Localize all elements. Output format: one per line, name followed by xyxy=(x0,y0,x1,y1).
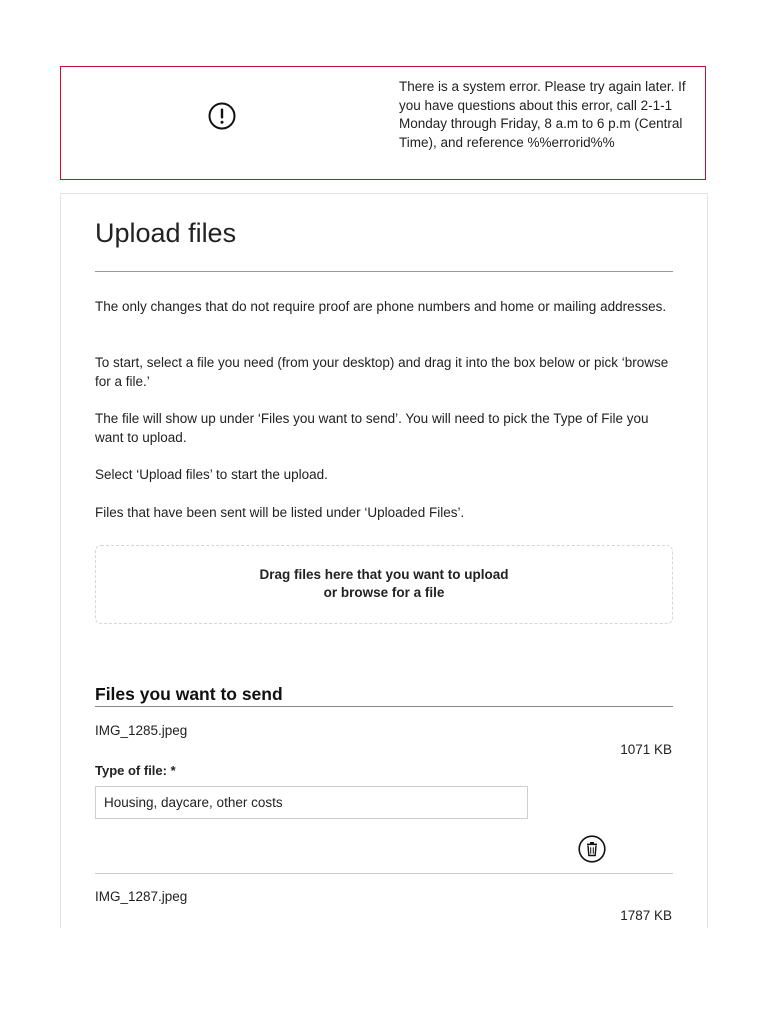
instruction-paragraph-2: To start, select a file you need (from your desktop) and drag it into the box below or pick ‘browse for a file.’ xyxy=(95,355,669,389)
instruction-paragraph-1: The only changes that do not require proof are phone numbers and home or mailing addresses. xyxy=(95,299,667,314)
instruction-paragraph-3: The file will show up under ‘Files you want to send’. You will need to pick the Type of File you want to upload. xyxy=(95,411,649,445)
browse-for-file-link[interactable]: or browse for a file xyxy=(323,585,445,600)
error-banner xyxy=(60,66,706,180)
file-name: IMG_1287.jpeg xyxy=(95,889,188,904)
file-size: 1071 KB xyxy=(620,742,672,757)
file-size: 1787 KB xyxy=(620,908,672,923)
exclamation-circle-icon xyxy=(207,101,237,131)
file-row-divider xyxy=(95,873,673,874)
file-dropzone[interactable] xyxy=(95,545,673,624)
type-of-file-label: Type of file: * xyxy=(95,763,176,778)
type-of-file-select[interactable]: Housing, daycare, other costs xyxy=(95,786,528,819)
dropzone-drag-text: Drag files here that you want to upload xyxy=(259,567,509,582)
page-title: Upload files xyxy=(95,218,237,248)
files-to-send-heading: Files you want to send xyxy=(95,684,283,704)
file-name: IMG_1285.jpeg xyxy=(95,723,188,738)
instruction-paragraph-5: Files that have been sent will be listed under ‘Uploaded Files’. xyxy=(95,505,465,520)
trash-icon[interactable] xyxy=(578,835,606,863)
files-section-divider xyxy=(95,706,673,707)
error-message: There is a system error. Please try again later. If you have questions about this error, call 2-1-1 Monday through Friday, 8 a.m to 6 p.m (Central Time), and reference %%errorid%% xyxy=(399,79,686,150)
instruction-paragraph-4: Select ‘Upload files’ to start the upload. xyxy=(95,467,328,482)
title-divider xyxy=(95,271,673,272)
